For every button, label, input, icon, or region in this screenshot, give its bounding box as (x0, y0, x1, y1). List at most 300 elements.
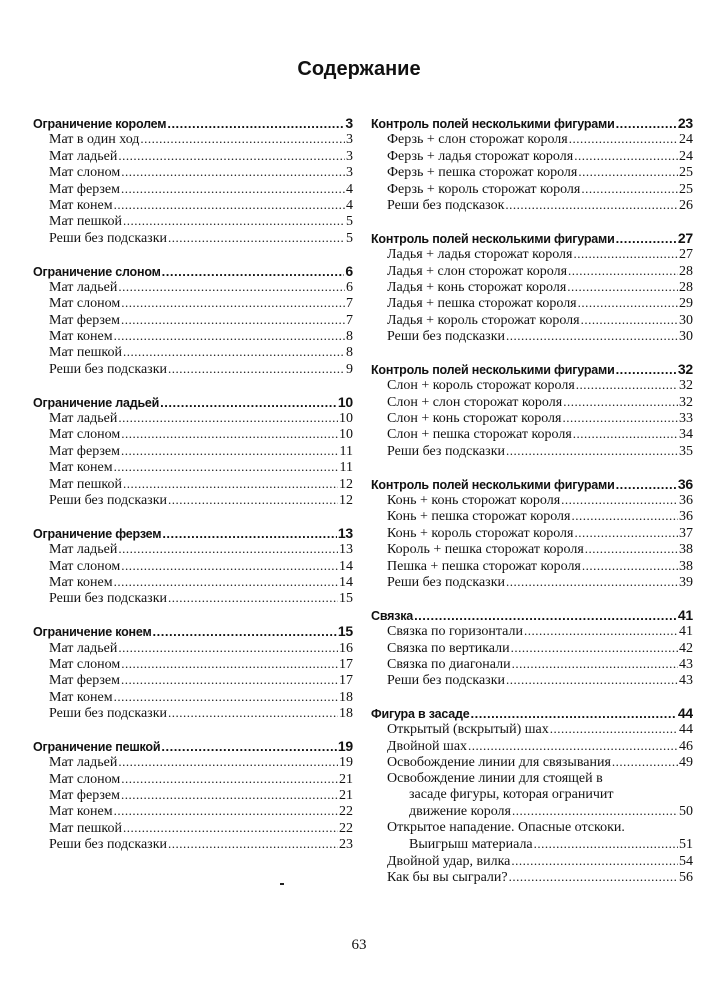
toc-entry (33, 803, 353, 819)
toc-section-heading-text: Контроль полей несколькими фигурами (371, 231, 615, 246)
toc-section-heading (33, 623, 353, 639)
toc-section-heading-page: 19 (337, 737, 353, 754)
toc-section-heading-text: Контроль полей несколькими фигурами (371, 477, 615, 492)
toc-section-heading-text: Ограничение слоном (33, 264, 161, 279)
leader-dots (114, 803, 338, 819)
leader-dots (118, 148, 345, 164)
toc-entry-text: Реши без подсказок (387, 197, 505, 213)
toc-entry-text: Ладья + слон сторожат короля (387, 263, 568, 279)
leader-dots (123, 476, 338, 492)
toc-section-heading-text: Ограничение ладьей (33, 395, 160, 410)
toc-entry (33, 689, 353, 705)
toc-entry-text: Конь + пешка сторожат короля (387, 509, 571, 525)
toc-entry-page: 5 (346, 214, 353, 230)
toc-entry (33, 410, 353, 426)
toc-entry-text: Мат пешкой (49, 345, 122, 361)
toc-section-heading-text: Ограничение ферзем (33, 526, 162, 541)
toc-section-heading-page: 6 (345, 262, 353, 279)
toc-entry-page: 38 (679, 558, 693, 574)
toc-entry-page: 30 (679, 329, 693, 345)
leader-dots (567, 279, 678, 295)
toc-entry (33, 312, 353, 328)
toc-entry-page: 29 (679, 296, 693, 312)
toc-entry (33, 181, 353, 197)
toc-entry-text: Мат слоном (49, 656, 121, 672)
toc-entry (371, 279, 693, 295)
toc-entry (33, 164, 353, 180)
leader-dots (616, 477, 677, 492)
toc-entry-page: 8 (346, 345, 353, 361)
leader-dots (509, 869, 678, 885)
toc-section-heading (371, 115, 693, 131)
leader-dots (114, 574, 338, 590)
leader-dots (162, 526, 337, 541)
toc-entry-page: 56 (679, 869, 693, 885)
toc-section-heading (33, 115, 353, 131)
toc-section-heading-page: 36 (677, 475, 693, 492)
toc-entry (371, 754, 693, 770)
leader-dots (121, 426, 338, 442)
toc-entry (33, 787, 353, 803)
toc-entry (371, 869, 693, 885)
leader-dots (168, 705, 338, 721)
leader-dots (168, 590, 338, 606)
toc-entry (371, 820, 693, 836)
toc-section-heading-text: Фигура в засаде (371, 707, 470, 722)
toc-entry-page: 14 (339, 558, 353, 574)
leader-dots (574, 148, 678, 164)
toc-entry (33, 836, 353, 852)
toc-section-heading (371, 705, 693, 721)
toc-section (33, 623, 353, 721)
toc-entry-text: Мат ферзем (49, 181, 120, 197)
toc-entry-text: Конь + конь сторожат короля (387, 492, 561, 508)
toc-entry-text: Ладья + ладья сторожат короля (387, 247, 573, 263)
toc-entry (371, 263, 693, 279)
leader-dots (162, 264, 345, 279)
leader-dots (534, 836, 678, 852)
toc-entry (33, 459, 353, 475)
toc-entry-page: 16 (339, 640, 353, 656)
toc-entry (33, 574, 353, 590)
toc-section-heading-page: 23 (677, 115, 693, 131)
toc-entry (33, 279, 353, 295)
toc-entry-text: Как бы вы сыграли? (387, 869, 508, 885)
leader-dots (168, 836, 338, 852)
toc-entry-text: Мат слоном (49, 296, 121, 312)
toc-entry (371, 558, 693, 574)
leader-dots (121, 295, 345, 311)
toc-entry-page: 41 (679, 624, 693, 640)
leader-dots (414, 608, 677, 623)
toc-entry-page: 9 (346, 361, 353, 377)
leader-dots (562, 410, 678, 426)
toc-section-heading (33, 738, 353, 754)
toc-entry-page: 36 (679, 492, 693, 508)
toc-entry-text: Мат слоном (49, 427, 121, 443)
toc-entry-page: 21 (339, 771, 353, 787)
toc-entry-page: 51 (679, 837, 693, 853)
toc-entry-text: Реши без подсказки (387, 673, 505, 689)
toc-entry-page: 46 (679, 738, 693, 754)
toc-section (33, 394, 353, 509)
toc-entry-page: 6 (346, 279, 353, 295)
toc-entry-text: Конь + король сторожат короля (387, 525, 574, 541)
toc-entry-text: Ферзь + пешка сторожат короля (387, 165, 578, 181)
toc-entry-page: 11 (339, 460, 353, 476)
toc-entry-text: Мат ладьей (49, 148, 118, 164)
toc-section (33, 115, 353, 246)
toc-section-heading-page: 10 (337, 393, 353, 410)
toc-entry (371, 803, 693, 819)
leader-dots (506, 672, 678, 688)
toc-entry-text: Мат ферзем (49, 673, 120, 689)
toc-entry-page: 8 (346, 329, 353, 345)
toc-entry-text: Мат слоном (49, 165, 121, 181)
toc-entry-text: Открытый (вскрытый) шах (387, 722, 549, 738)
toc-section-heading-text: Ограничение пешкой (33, 739, 161, 754)
toc-entry (371, 148, 693, 164)
stray-mark (280, 883, 284, 885)
toc-entry-page: 23 (339, 837, 353, 853)
leader-dots (123, 213, 345, 229)
toc-section (371, 361, 693, 459)
leader-dots (550, 721, 678, 737)
toc-entry-text: движение короля (409, 804, 511, 820)
leader-dots (118, 640, 338, 656)
leader-dots (506, 328, 678, 344)
toc-section-heading (33, 525, 353, 541)
toc-entry-text: Реши без подсказки (387, 329, 505, 345)
toc-entry (33, 492, 353, 508)
toc-entry (371, 738, 693, 754)
toc-section (371, 230, 693, 345)
toc-entry (371, 295, 693, 311)
toc-entry (371, 181, 693, 197)
leader-dots (512, 803, 678, 819)
leader-dots (524, 623, 678, 639)
leader-dots (511, 640, 678, 656)
leader-dots (153, 624, 337, 639)
toc-section-heading (371, 361, 693, 377)
toc-entry (371, 853, 693, 869)
toc-entry (33, 771, 353, 787)
toc-entry-page: 21 (339, 788, 353, 804)
toc-entry-page: 26 (679, 197, 693, 213)
toc-entry-text: Мат в один ход (49, 132, 140, 148)
toc-entry-text: Мат ферзем (49, 788, 120, 804)
leader-dots (121, 558, 338, 574)
toc-entry (371, 640, 693, 656)
leader-dots (471, 706, 677, 721)
leader-dots (511, 853, 678, 869)
leader-dots (114, 328, 345, 344)
toc-entry (371, 508, 693, 524)
toc-entry-page: 3 (346, 148, 353, 164)
toc-entry (33, 295, 353, 311)
toc-entry-page: 7 (346, 296, 353, 312)
toc-entry (33, 131, 353, 147)
toc-entry-text: Освобождение линии для связывания (387, 755, 611, 771)
toc-entry-page: 27 (679, 247, 693, 263)
leader-dots (568, 263, 678, 279)
toc-entry-text: Слон + слон сторожат короля (387, 394, 563, 410)
toc-entry-page: 15 (339, 591, 353, 607)
toc-entry-text: Слон + пешка сторожат короля (387, 427, 572, 443)
toc-entry-text: Связка по диагонали (387, 656, 511, 672)
toc-entry-text: Ферзь + слон сторожат короля (387, 132, 568, 148)
toc-section-heading-page: 27 (677, 229, 693, 246)
leader-dots (506, 574, 678, 590)
toc-section-heading (33, 263, 353, 279)
toc-entry-page: 25 (679, 181, 693, 197)
toc-entry-text: Мат конем (49, 460, 113, 476)
leader-dots (121, 443, 339, 459)
toc-entry-text: Пешка + пешка сторожат короля (387, 558, 581, 574)
toc-entry (33, 820, 353, 836)
leader-dots (468, 738, 678, 754)
leader-dots (574, 525, 678, 541)
toc-entry (33, 328, 353, 344)
toc-section-heading-text: Ограничение королем (33, 117, 167, 131)
toc-entry-page: 30 (679, 312, 693, 328)
toc-section (371, 115, 693, 213)
toc-entry-page: 25 (679, 165, 693, 181)
leader-dots (581, 181, 678, 197)
toc-entry (33, 476, 353, 492)
toc-entry-page: 49 (679, 755, 693, 771)
toc-section-heading-page: 32 (677, 360, 693, 377)
toc-entry-text: Освобождение линии для стоящей в (387, 770, 603, 786)
toc-section-heading-page: 3 (345, 115, 353, 131)
toc-entry-text: Мат пешкой (49, 476, 122, 492)
toc-column-left (33, 115, 353, 853)
toc-entry-page: 22 (339, 804, 353, 820)
toc-entry-text: Ладья + король сторожат короля (387, 312, 580, 328)
toc-entry (371, 492, 693, 508)
leader-dots (161, 739, 336, 754)
toc-section (371, 705, 693, 885)
leader-dots (121, 312, 345, 328)
leader-dots (114, 459, 339, 475)
toc-entry-page: 39 (679, 574, 693, 590)
toc-entry (371, 836, 693, 852)
leader-dots (506, 443, 678, 459)
toc-entry-page: 37 (679, 525, 693, 541)
toc-entry-page: 32 (679, 394, 693, 410)
toc-entry (33, 197, 353, 213)
leader-dots (140, 131, 345, 147)
toc-entry-text: Мат ладьей (49, 542, 118, 558)
toc-entry-page: 17 (339, 673, 353, 689)
toc-section (33, 525, 353, 607)
toc-entry-text: Мат ладьей (49, 755, 118, 771)
toc-entry-text: Мат слоном (49, 558, 121, 574)
toc-section-heading (371, 230, 693, 246)
toc-entry (33, 361, 353, 377)
toc-entry-page: 10 (339, 427, 353, 443)
toc-entry-text: Слон + конь сторожат короля (387, 411, 562, 427)
leader-dots (118, 279, 345, 295)
toc-entry (371, 164, 693, 180)
leader-dots (612, 754, 678, 770)
toc-entry-text: Мат ладьей (49, 279, 118, 295)
leader-dots (121, 771, 338, 787)
leader-dots (160, 395, 337, 410)
toc-entry (371, 131, 693, 147)
toc-entry-page: 12 (339, 476, 353, 492)
toc-entry-page: 5 (346, 230, 353, 246)
toc-section-heading-page: 13 (337, 524, 353, 541)
toc-entry-text: Реши без подсказки (49, 706, 167, 722)
toc-entry-page: 42 (679, 640, 693, 656)
leader-dots (114, 197, 345, 213)
toc-entry-text: Ладья + конь сторожат короля (387, 279, 567, 295)
toc-entry-page: 24 (679, 132, 693, 148)
toc-entry (371, 394, 693, 410)
leader-dots (121, 656, 338, 672)
toc-entry-page: 38 (679, 542, 693, 558)
toc-entry (371, 377, 693, 393)
toc-entry (33, 656, 353, 672)
toc-section (33, 738, 353, 853)
toc-entry (33, 558, 353, 574)
toc-entry-text: Слон + король сторожат короля (387, 378, 575, 394)
leader-dots (167, 116, 344, 131)
toc-section-heading (371, 476, 693, 492)
toc-section-heading-page: 44 (677, 705, 693, 722)
toc-entry-text: Мат конем (49, 574, 113, 590)
toc-entry-page: 28 (679, 263, 693, 279)
toc-entry (33, 541, 353, 557)
leader-dots (563, 394, 678, 410)
toc-entry (371, 574, 693, 590)
leader-dots (571, 508, 678, 524)
leader-dots (123, 820, 338, 836)
toc-entry (371, 541, 693, 557)
leader-dots (168, 492, 338, 508)
leader-dots (576, 377, 678, 393)
toc-entry-text: Мат конем (49, 689, 113, 705)
toc-entry-page: 34 (679, 427, 693, 443)
toc-entry-text: Двойной удар, вилка (387, 853, 511, 869)
toc-section (33, 263, 353, 378)
leader-dots (121, 164, 345, 180)
toc-section-heading-text: Связка (371, 608, 414, 623)
toc-entry (371, 656, 693, 672)
leader-dots (121, 672, 338, 688)
leader-dots (118, 541, 338, 557)
toc-entry-page: 43 (679, 673, 693, 689)
toc-entry (371, 197, 693, 213)
toc-entry-text: Мат конем (49, 329, 113, 345)
leader-dots (573, 246, 678, 262)
toc-entry (33, 754, 353, 770)
toc-entry (33, 672, 353, 688)
leader-dots (561, 492, 678, 508)
toc-column-right (371, 115, 693, 885)
toc-entry-text: Выигрыш материала (409, 837, 533, 853)
toc-entry (371, 312, 693, 328)
toc-entry (371, 672, 693, 688)
toc-section-heading-text: Контроль полей несколькими фигурами (371, 117, 615, 131)
leader-dots (616, 231, 677, 246)
toc-entry-page: 28 (679, 279, 693, 295)
leader-dots (168, 361, 345, 377)
toc-entry (33, 148, 353, 164)
toc-entry-text: Связка по вертикали (387, 640, 510, 656)
toc-entry-text: Мат ферзем (49, 312, 120, 328)
toc-section-heading-page: 15 (337, 623, 353, 640)
leader-dots (114, 689, 338, 705)
toc-section (371, 476, 693, 591)
toc-entry (371, 771, 693, 787)
toc-entry-page: 17 (339, 656, 353, 672)
toc-entry-text: Мат ладьей (49, 411, 118, 427)
toc-section-heading-text: Контроль полей несколькими фигурами (371, 362, 615, 377)
toc-entry-text: Открытое нападение. Опасные отскоки. (387, 819, 625, 835)
page-number: 63 (351, 937, 367, 953)
toc-entry (33, 705, 353, 721)
toc-entry-text: Мат пешкой (49, 214, 122, 230)
leader-dots (616, 362, 677, 377)
toc-entry (33, 213, 353, 229)
leader-dots (123, 344, 345, 360)
leader-dots (118, 754, 338, 770)
toc-entry-text: Реши без подсказки (49, 492, 167, 508)
toc-entry-page: 19 (339, 755, 353, 771)
toc-entry-text: Мат ладьей (49, 640, 118, 656)
toc-entry (371, 410, 693, 426)
toc-entry (33, 590, 353, 606)
leader-dots (585, 541, 678, 557)
toc-entry (33, 426, 353, 442)
toc-entry-text: Мат конем (49, 804, 113, 820)
toc-entry-text: Ферзь + король сторожат короля (387, 181, 581, 197)
toc-entry-text: Ферзь + ладья сторожат короля (387, 148, 574, 164)
toc-section-heading (33, 394, 353, 410)
toc-entry (33, 230, 353, 246)
toc-entry-page: 22 (339, 820, 353, 836)
toc-entry-page: 14 (339, 574, 353, 590)
toc-entry-text: Король + пешка сторожат короля (387, 542, 584, 558)
toc-entry-text: Двойной шах (387, 738, 468, 754)
leader-dots (569, 131, 678, 147)
toc-entry-page: 32 (679, 378, 693, 394)
toc-entry (371, 721, 693, 737)
toc-entry-text: Ладья + пешка сторожат короля (387, 296, 577, 312)
toc-section-heading-page: 41 (677, 606, 693, 623)
toc-entry (371, 525, 693, 541)
toc-entry-page: 4 (346, 181, 353, 197)
leader-dots (121, 787, 338, 803)
toc-entry-text: Мат конем (49, 197, 113, 213)
toc-entry (371, 443, 693, 459)
page-title: Содержание (297, 58, 421, 80)
toc-entry-text: Мат слоном (49, 771, 121, 787)
toc-entry-page: 35 (679, 443, 693, 459)
toc-entry-page: 43 (679, 656, 693, 672)
toc-entry-page: 36 (679, 509, 693, 525)
toc-entry-text: Реши без подсказки (49, 591, 167, 607)
toc-entry-text: Реши без подсказки (387, 574, 505, 590)
toc-entry (371, 787, 693, 803)
toc-entry-page: 12 (339, 492, 353, 508)
toc-entry (33, 443, 353, 459)
toc-section (371, 607, 693, 689)
leader-dots (578, 295, 678, 311)
toc-entry-page: 3 (346, 165, 353, 181)
